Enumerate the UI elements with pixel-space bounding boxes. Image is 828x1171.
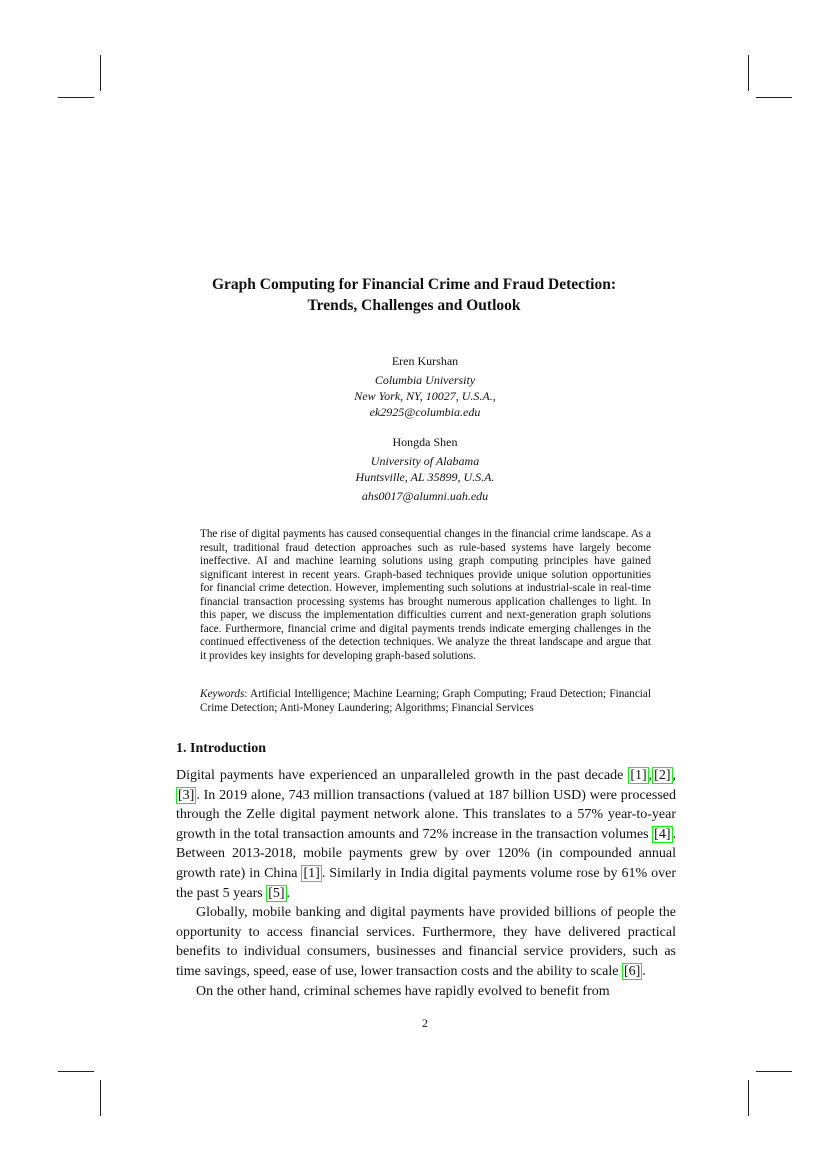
citation-link[interactable]: [1] bbox=[630, 768, 647, 783]
citation-link[interactable]: [3] bbox=[178, 787, 195, 803]
author-name: Eren Kurshan bbox=[391, 354, 459, 368]
author-block-2 bbox=[0, 434, 828, 504]
keywords bbox=[200, 688, 651, 715]
text-run: , bbox=[648, 768, 653, 783]
text-run: . Similarly in India digital payments volume rose by 61% over the past 5 years bbox=[176, 865, 676, 901]
citation-link[interactable]: [2] bbox=[654, 768, 671, 783]
author-email: ek2925@columbia.edu bbox=[369, 405, 481, 419]
body-text bbox=[176, 766, 676, 1001]
crop-mark-top-left-v bbox=[100, 55, 101, 91]
crop-mark-top-right-h bbox=[756, 97, 792, 98]
text-run: . bbox=[642, 963, 646, 979]
crop-mark-bottom-right-v bbox=[748, 1080, 749, 1116]
keywords-text: : Artificial Intelligence; Machine Learning; Graph Computing; Fraud Detection; Financial Crime Detection; Anti-Money Laundering; Algorithms; Financial Services bbox=[200, 688, 651, 714]
page-number: 2 bbox=[422, 1016, 428, 1030]
author-affiliation: Columbia University bbox=[374, 373, 476, 387]
text-run: . In 2019 alone, 743 million transactions (valued at 187 billion USD) were processed through the Zelle digital payment network alone. This translates to a 57% year-to-year growth in the total transaction amounts and 72% increase in the transaction volumes bbox=[176, 787, 676, 842]
crop-mark-top-right-v bbox=[748, 55, 749, 91]
citation-link[interactable]: [4] bbox=[654, 826, 671, 842]
citation-link[interactable]: [5] bbox=[268, 885, 285, 901]
paper-title bbox=[0, 274, 828, 316]
paragraph-3: On the other hand, criminal schemes have rapidly evolved to benefit from bbox=[196, 983, 610, 999]
citation-link[interactable]: [6] bbox=[623, 963, 641, 979]
author-name: Hongda Shen bbox=[392, 435, 458, 449]
text-run: . bbox=[286, 885, 291, 901]
text-run: . Between 2013-2018, mobile payments grew by over 120% (in compounded annual growth rate) in China bbox=[176, 826, 676, 881]
paragraph-2 bbox=[176, 903, 676, 981]
author-block-1 bbox=[0, 353, 828, 420]
text-run: Globally, mobile banking and digital payments have provided billions of people the opportunity to access financial services. Furthermore, they have delivered practical benefits to individual consumers, businesses and financial service providers, such as time savings, speed, ease of use, lower transaction costs and the ability to scale bbox=[176, 905, 676, 979]
title-line-2: Trends, Challenges and Outlook bbox=[307, 297, 521, 314]
author-address: New York, NY, 10027, U.S.A., bbox=[354, 389, 496, 403]
keywords-label: Keywords bbox=[200, 688, 245, 700]
abstract-text: The rise of digital payments has caused consequential changes in the financial crime landscape. As a result, traditional fraud detection approaches such as rule-based systems have largely become ineffective. AI and machine learning solutions using graph computing principles have gained significant interest in recent years. Graph-based techniques provide unique solution opportunities for financial crime detection. However, implementing such solutions at industrial-scale in real-time financial transaction processing systems has brought numerous application challenges to light. In this paper, we discuss the implementation difficulties current and next-generation graph solutions face. Furthermore, financial crime and digital payments trends indicate emerging challenges in the continued effectiveness of the detection techniques. We analyze the threat landscape and argue that it provides key insights for developing graph-based solutions. bbox=[200, 528, 651, 662]
section-heading: 1. Introduction bbox=[176, 741, 266, 756]
title-line-1: Graph Computing for Financial Crime and Fraud Detection: bbox=[212, 276, 616, 293]
crop-mark-bottom-left-h bbox=[58, 1071, 94, 1072]
crop-mark-bottom-left-v bbox=[100, 1080, 101, 1116]
text-run: Digital payments have experienced an unparalleled growth in the past decade bbox=[176, 768, 629, 783]
text-run: , bbox=[672, 768, 676, 783]
author-affiliation: University of Alabama bbox=[370, 454, 480, 468]
citation-link[interactable]: [1] bbox=[303, 865, 320, 881]
paragraph-1 bbox=[176, 766, 676, 903]
author-email: ahs0017@alumni.uah.edu bbox=[361, 489, 489, 503]
abstract bbox=[200, 528, 651, 663]
author-address: Huntsville, AL 35899, U.S.A. bbox=[355, 470, 495, 484]
crop-mark-top-left-h bbox=[58, 97, 94, 98]
crop-mark-bottom-right-h bbox=[756, 1071, 792, 1072]
